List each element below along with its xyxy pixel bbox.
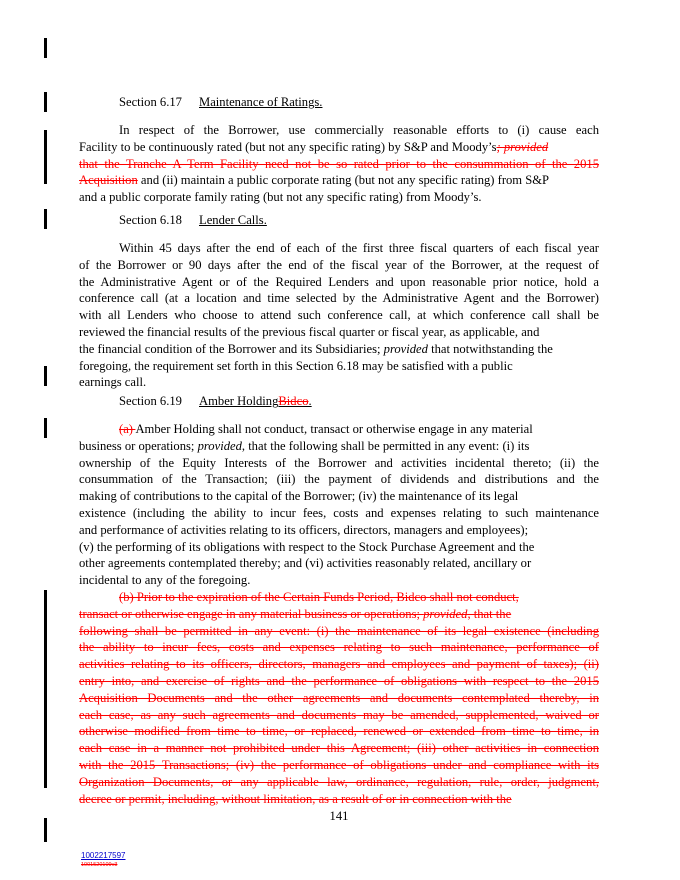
- change-bar: [44, 92, 47, 112]
- text-line: existence (including the ability to incur fees, costs and expenses relating to such maintenance: [79, 505, 599, 520]
- deleted-text: otherwise modified from time to time, or replaced, renewed or extended from time to time, in: [79, 724, 599, 739]
- text-line: other agreements contemplated thereby; and (vi) activities reasonably related, ancillary or: [79, 556, 532, 571]
- text-line: (v) the performing of its obligations with respect to the Stock Purchase Agreement and the: [79, 539, 535, 554]
- text-line: and performance of activities relating to its officers, directors, managers and employees);: [79, 522, 529, 537]
- section-6-19-b-deleted: [79, 589, 599, 807]
- deleted-text: activities relating to its officers, directors, managers and employees and payment of taxes); (ii): [79, 657, 599, 672]
- deleted-text: Acquisition Documents and the other agreements and documents contemplated thereby, in: [79, 690, 599, 705]
- deleted-text: each case, as any such agreements and documents may be amended, supplemented, waived or: [79, 707, 599, 722]
- deleted-text: transact or otherwise engage in any material business or operations; provided, that the: [79, 606, 512, 621]
- text-line: the Administrative Agent or of the Required Lenders and upon reasonable prior notice, hold a: [79, 274, 599, 289]
- text-line: Acquisition and (ii) maintain a public corporate rating (but not any specific rating) from S&P: [79, 173, 550, 188]
- deleted-text: (b) Prior to the expiration of the Certain Funds Period, Bidco shall not conduct,: [119, 590, 519, 604]
- section-heading-6-19: [119, 393, 312, 409]
- deleted-text: Acquisition: [79, 173, 138, 188]
- deleted-text: decree or permit, including, without limitation, as a result of or in connection with the: [79, 791, 512, 806]
- text-line: In respect of the Borrower, use commercially reasonable efforts to (i) cause each: [119, 123, 599, 137]
- change-bar: [44, 38, 47, 58]
- text-line: with all Lenders who choose to attend such conference call, at which conference call shall be: [79, 308, 599, 323]
- text-line: incidental to any of the foregoing.: [79, 573, 251, 588]
- text-line: the financial condition of the Borrower and its Subsidiaries; provided that notwithstanding the: [79, 341, 553, 356]
- change-bar: [44, 590, 47, 788]
- text-line: (a) Amber Holding shall not conduct, transact or otherwise engage in any material: [119, 422, 533, 436]
- deleted-text: with the 2015 Transactions; (iv) the performance of obligations under and compliance with its: [79, 757, 599, 772]
- section-number: Section 6.17: [119, 95, 182, 109]
- text-line: foregoing, the requirement set forth in this Section 6.18 may be satisfied with a public: [79, 358, 513, 373]
- section-6-17-body: [79, 122, 599, 206]
- section-title: Maintenance of Ratings.: [199, 95, 323, 109]
- change-bar: [44, 130, 47, 184]
- document-id-deleted: 1001520109v3: [81, 862, 118, 868]
- deleted-text: Organization Documents, or any applicable law, ordinance, regulation, rule, order, judgment,: [79, 774, 599, 789]
- deleted-text: Bidco: [278, 394, 309, 408]
- text-line: earnings call.: [79, 375, 147, 390]
- section-heading-6-17: [119, 94, 322, 110]
- deleted-text: the ability to incur fees, costs and expenses relating to such maintenance, performance of: [79, 640, 599, 655]
- change-bar: [44, 818, 47, 842]
- deleted-text: that the Tranche A Term Facility need not be so rated prior to the consummation of the 2015: [79, 156, 599, 171]
- document-id: 1002217597: [81, 851, 126, 860]
- text-line: conference call (at a location and time selected by the Administrative Agent and the Borrower): [79, 291, 599, 306]
- deleted-text: (a): [119, 422, 136, 436]
- section-title: Amber HoldingBidco.: [199, 394, 312, 408]
- text-line: ownership of the Equity Interests of the Borrower and activities incidental thereto; (ii) the: [79, 455, 599, 470]
- text-line: business or operations; provided, that the following shall be permitted in any event: (i) its: [79, 438, 530, 453]
- change-bar: [44, 366, 47, 386]
- section-heading-6-18: [119, 212, 267, 228]
- text-line: Facility to be continuously rated (but not any specific rating) by S&P and Moody’s; provided: [79, 139, 549, 154]
- text-line: making of contributions to the capital of the Borrower; (iv) the maintenance of its legal: [79, 489, 519, 504]
- section-number: Section 6.19: [119, 394, 182, 408]
- change-bar: [44, 418, 47, 438]
- change-bar: [44, 209, 47, 229]
- section-6-18-body: [79, 240, 599, 391]
- text-line: and a public corporate family rating (but not any specific rating) from Moody’s.: [79, 190, 482, 205]
- deleted-text: each case in a manner not prohibited under this Agreement; (iii) other activities in connection: [79, 741, 599, 756]
- deleted-text: ; provided: [496, 139, 549, 154]
- text-line: of the Borrower or 90 days after the end of the fiscal year of the Borrower, at the request of: [79, 257, 599, 272]
- text-line: Within 45 days after the end of each of the first three fiscal quarters of each fiscal year: [119, 241, 599, 255]
- text-line: consummation of the Transaction; (iii) the payment of dividends and distributions and the: [79, 472, 599, 487]
- section-title: Lender Calls.: [199, 213, 267, 227]
- deleted-text: following shall be permitted in any event: (i) the maintenance of its legal existence (including: [79, 623, 599, 638]
- text-line: reviewed the financial results of the previous fiscal quarter or fiscal year, as applicable, and: [79, 324, 540, 339]
- deleted-text: entry into, and exercise of rights and the performance of obligations with respect to the 2015: [79, 673, 599, 688]
- section-number: Section 6.18: [119, 213, 182, 227]
- section-6-19-a-body: [79, 421, 599, 589]
- page-number: 141: [329, 809, 349, 823]
